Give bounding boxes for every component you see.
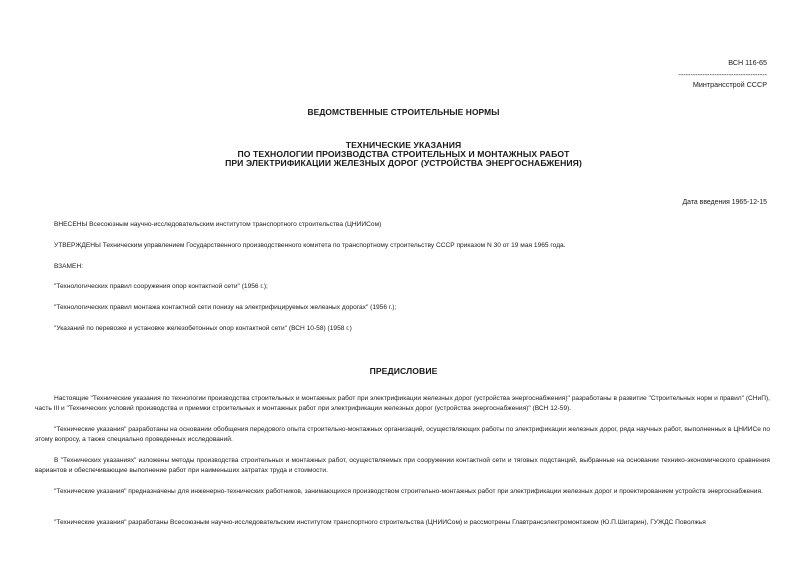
replaced-item: "Технологических правил сооружения опор контактной сети" (1956 г.); xyxy=(54,283,268,290)
organization: Минтрансстрой СССР xyxy=(692,80,767,89)
foreword-paragraph: В "Технических указаниях" изложены методы производства строительных и монтажных работ, осуществляемых при сооружении контактной сети и тяговых подстанций, выбранные на основании технико-экономического сравнения вариантов и обеспечивающие выполнение работ при наименьших затратах труда и стоимости. xyxy=(35,457,770,475)
norms-title: ВЕДОМСТВЕННЫЕ СТРОИТЕЛЬНЫЕ НОРМЫ xyxy=(307,107,500,117)
replaced-label: ВЗАМЕН: xyxy=(54,263,84,270)
doc-title-line-2: ПО ТЕХНОЛОГИИ ПРОИЗВОДСТВА СТРОИТЕЛЬНЫХ И МОНТАЖНЫХ РАБОТ xyxy=(237,149,570,159)
replaced-item: "Технологических правил монтажа контактной сети понизу на электрифицируемых железных дорогах" (1956 г.); xyxy=(54,304,397,311)
foreword-title: ПРЕДИСЛОВИЕ xyxy=(369,366,438,376)
replaced-item: "Указаний по перевозке и установке железобетонных опор контактной сети" (ВСН 10-58) (1958 г.) xyxy=(54,325,352,332)
foreword-paragraph: Настоящие "Технические указания по технологии производства строительных и монтажных работ при электрификации железных дорог (устройства энергоснабжения)" разработаны в развитие "Строительных норм и правил" (СНиП), часть III и "Технических условий производства и приемки строительных и монтажных работ при электрификации железных дорог (устройства энергоснабжения)" (ВСН 12-59). xyxy=(35,395,770,413)
foreword-paragraph: "Технические указания" разработаны Всесоюзным научно-исследовательским институтом транспортного строительства (ЦНИИСом) и рассмотрены Главтрансэлектромонтажом (Ю.П.Шигарин), ГУЖДС Поволжья xyxy=(54,519,706,526)
doc-title-line-1: ТЕХНИЧЕСКИЕ УКАЗАНИЯ xyxy=(345,140,462,150)
approved-line: УТВЕРЖДЕНЫ Техническим управлением Государственного производственного комитета по транспортному строительству СССР приказом N 30 от 19 мая 1965 года. xyxy=(54,242,566,249)
foreword-paragraph: "Технические указания" предназначены для инженерно-технических работников, занимающихся производством строительно-монтажных работ при электрификации железных дорог и проектированием устройств энергоснабжения. xyxy=(54,488,763,495)
doc-title-line-3: ПРИ ЭЛЕКТРИФИКАЦИИ ЖЕЛЕЗНЫХ ДОРОГ (УСТРОЙСТВА ЭНЕРГОСНАБЖЕНИЯ) xyxy=(225,158,582,168)
doc-code: ВСН 116-65 xyxy=(728,58,767,67)
header-separator: ------------------------------------- xyxy=(678,70,767,79)
intro-date: Дата введения 1965-12-15 xyxy=(682,199,767,206)
foreword-paragraph: "Технические указания" разработаны на основании обобщения передового опыта строительно-монтажных организаций, осуществляющих работы по электрификации железных дорог, ряда научных работ, выполненных в ЦНИИСе по этому вопросу, а также специально проведенных исследований. xyxy=(35,426,770,444)
submitted-line: ВНЕСЕНЫ Всесоюзным научно-исследовательским институтом транспортного строительства (ЦНИИСом) xyxy=(54,221,382,228)
